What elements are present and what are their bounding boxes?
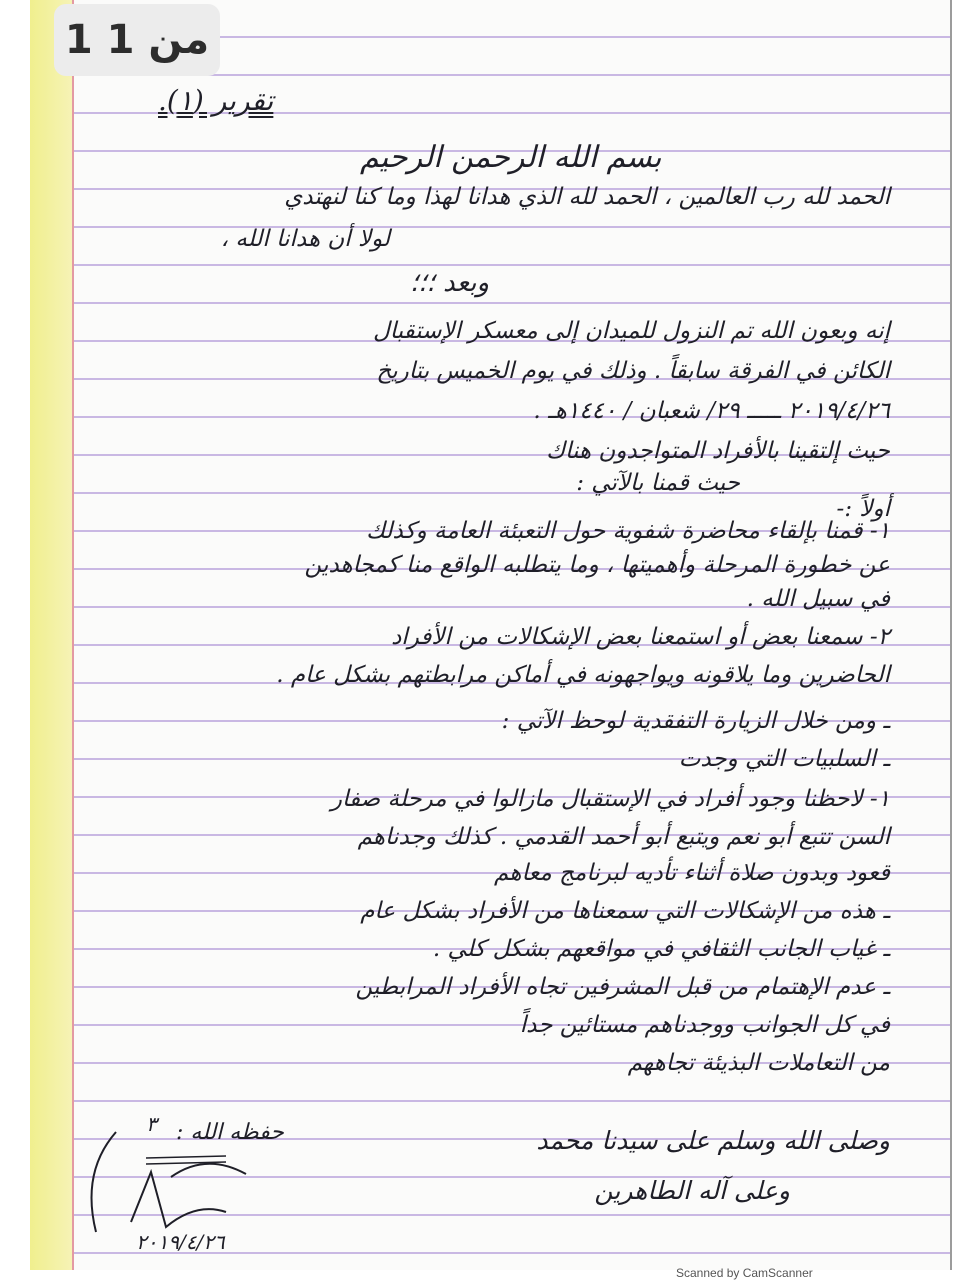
negative-line: قعود وبدون صلاة أثناء تأديه لبرنامج معاهم xyxy=(494,860,890,886)
body-line: ٢٠١٩/٤/٢٦ ـــــ ٢٩/ شعبان / ١٤٤٠هـ . xyxy=(533,398,890,424)
problem-line: ـ غياب الجانب الثقافي في مواقعهم بشكل كلي . xyxy=(432,936,890,962)
observations-heading: ـ ومن خلال الزيارة التفقدية لوحظ الآتي : xyxy=(501,708,890,734)
item-line: الحاضرين وما يلاقونه ويواجهونه في أماكن مرابطتهم بشكل عام . xyxy=(276,662,890,688)
notebook-page xyxy=(30,0,952,1270)
margin-rule xyxy=(72,0,74,1270)
problem-line: ـ عدم الإهتمام من قبل المشرفين تجاه الأفراد المرابطين xyxy=(355,974,890,1000)
page-indicator: 1 من 1 xyxy=(54,4,220,76)
item-line: عن خطورة المرحلة وأهميتها ، وما يتطلبه الواقع منا كمجاهدين xyxy=(304,552,890,578)
body-line: حيث قمنا بالآتي : xyxy=(576,470,740,496)
basmala: بسم الله الرحمن الرحيم xyxy=(360,140,662,175)
negative-line: السن تتبع أبو نعم ويتبع أبو أحمد القدمي . كذلك وجدناهم xyxy=(357,824,890,850)
intro-line: وبعد ؛؛؛ xyxy=(410,268,490,298)
item-line: ١- قمنا بإلقاء محاضرة شفوية حول التعبئة العامة وكذلك xyxy=(366,518,890,544)
page-margin xyxy=(30,0,72,1270)
body-line: الكائن في الفرقة سابقاً . وذلك في يوم الخميس بتاريخ xyxy=(376,358,890,384)
intro-line: لولا أن هدانا الله ، xyxy=(220,226,390,252)
negative-line: ١- لاحظنا وجود أفراد في الإستقبال مازالوا في مرحلة صفار xyxy=(330,786,890,812)
closing-line: وصلى الله وسلم على سيدنا محمد xyxy=(536,1126,890,1155)
signature-date: ٢٠١٩/٤/٢٦ xyxy=(136,1230,225,1254)
signature-label: حفظه الله : xyxy=(176,1120,284,1145)
item-line: في سبيل الله . xyxy=(746,586,890,612)
body-line: إنه وبعون الله تم النزول للميدان إلى معسكر الإستقبال xyxy=(372,318,890,344)
section-heading: أولاً :- xyxy=(836,496,890,522)
item-line: ٢- سمعنا بعض أو استمعنا بعض الإشكالات من الأفراد xyxy=(391,624,890,650)
problems-heading: ـ هذه من الإشكالات التي سمعناها من الأفراد بشكل عام xyxy=(360,898,890,924)
body-line: حيث إلتقينا بالأفراد المتواجدون هناك xyxy=(546,438,890,464)
negatives-heading: ـ السلبيات التي وجدت xyxy=(678,746,890,772)
closing-line: وعلى آله الطاهرين xyxy=(594,1176,790,1205)
report-title: تقرير (١). xyxy=(158,84,274,117)
scanner-footer: Scanned by CamScanner xyxy=(676,1266,813,1280)
signature-number: ٣ xyxy=(146,1112,157,1136)
problem-line: من التعاملات البذيئة تجاههم xyxy=(627,1050,890,1076)
problem-line: في كل الجوانب ووجدناهم مستائين جداً xyxy=(519,1012,890,1038)
signature-block xyxy=(76,1112,306,1262)
intro-line: الحمد لله رب العالمين ، الحمد لله الذي هدانا لهذا وما كنا لنهتدي xyxy=(284,184,890,210)
